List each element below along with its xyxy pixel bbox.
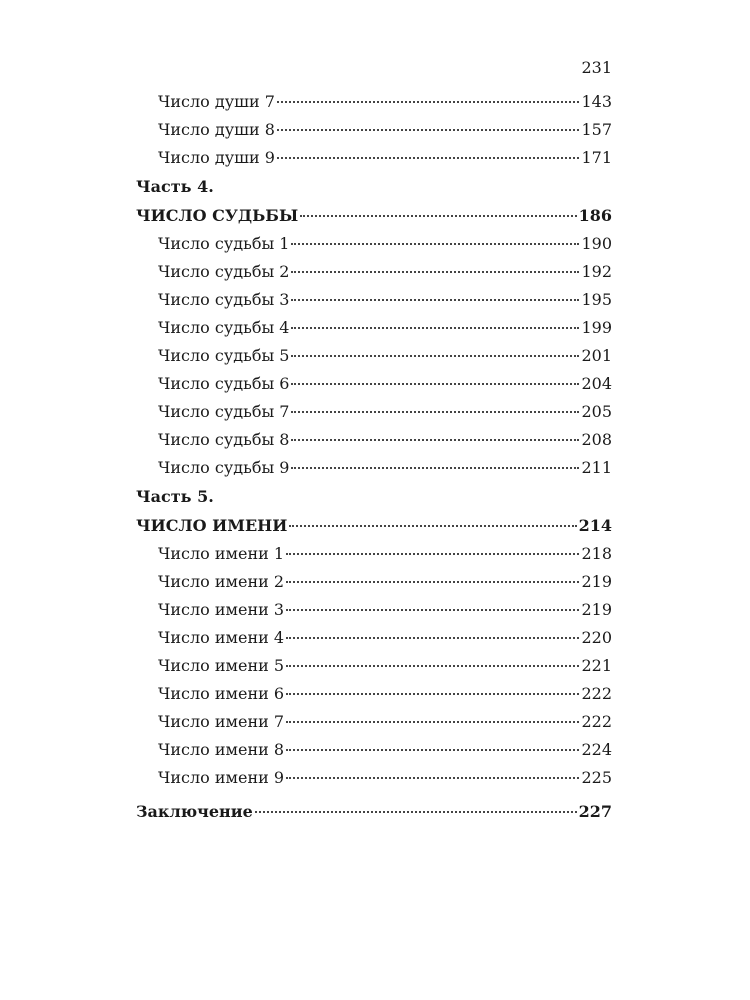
toc-entry-label: Число судьбы 2 (158, 262, 290, 281)
toc-entry-soul-9 (136, 144, 612, 172)
leader-dots (277, 157, 580, 159)
leader-dots (286, 777, 579, 779)
leader-dots (286, 665, 579, 667)
toc-entry-label: ЧИСЛО СУДЬБЫ (136, 206, 299, 225)
leader-dots (255, 811, 577, 813)
toc-entry-label: Число души 9 (158, 148, 275, 167)
toc-entry-page: 143 (581, 92, 612, 111)
part-4-title-entry (136, 202, 612, 230)
leader-dots (291, 439, 579, 441)
page-number: 231 (581, 58, 612, 77)
toc-entry-page: 208 (581, 430, 612, 449)
toc-entry-label: Число души 7 (158, 92, 275, 111)
toc-entry-label: Число имени 8 (158, 740, 285, 759)
toc-entry-page: 157 (581, 120, 612, 139)
toc-entry-label: Число судьбы 4 (158, 318, 290, 337)
toc-entry-name-1 (136, 540, 612, 568)
toc-entry-name-2 (136, 568, 612, 596)
part-5-title-entry (136, 512, 612, 540)
toc-entry-page: 192 (581, 262, 612, 281)
toc-entry-page: 219 (581, 572, 612, 591)
toc-entry-fate-8 (136, 426, 612, 454)
toc-entry-label: Число имени 6 (158, 684, 285, 703)
toc-entry-name-7 (136, 708, 612, 736)
leader-dots (277, 101, 580, 103)
leader-dots (291, 243, 579, 245)
toc-entry-name-5 (136, 652, 612, 680)
toc-entry-name-9 (136, 764, 612, 792)
toc-entry-name-6 (136, 680, 612, 708)
leader-dots (277, 129, 580, 131)
toc-entry-page: 201 (581, 346, 612, 365)
toc-entry-label: Число души 8 (158, 120, 275, 139)
toc-entry-page: 219 (581, 600, 612, 619)
toc-entry-fate-2 (136, 258, 612, 286)
toc-entry-page: 221 (581, 656, 612, 675)
toc-entry-label: Число судьбы 8 (158, 430, 290, 449)
leader-dots (286, 637, 579, 639)
leader-dots (291, 467, 579, 469)
toc-entry-name-8 (136, 736, 612, 764)
toc-entry-page: 204 (581, 374, 612, 393)
toc-entry-page: 225 (581, 768, 612, 787)
leader-dots (286, 609, 579, 611)
leader-dots (291, 271, 579, 273)
toc-entry-label: Число судьбы 6 (158, 374, 290, 393)
toc-entry-label: Число имени 3 (158, 600, 285, 619)
leader-dots (291, 299, 579, 301)
part-4-heading: Часть 4. (136, 177, 214, 196)
leader-dots (286, 721, 579, 723)
toc-entry-page: 222 (581, 712, 612, 731)
leader-dots (291, 327, 579, 329)
toc-entry-soul-8 (136, 116, 612, 144)
toc-entry-soul-7 (136, 88, 612, 116)
toc-entry-fate-5 (136, 342, 612, 370)
toc-entry-fate-1 (136, 230, 612, 258)
table-of-contents (136, 88, 612, 826)
toc-entry-label: Число судьбы 1 (158, 234, 290, 253)
toc-entry-page: 218 (581, 544, 612, 563)
toc-entry-fate-3 (136, 286, 612, 314)
toc-entry-label: Заключение (136, 802, 253, 821)
toc-entry-fate-6 (136, 370, 612, 398)
toc-entry-page: 186 (578, 206, 612, 225)
leader-dots (286, 693, 579, 695)
toc-entry-fate-9 (136, 454, 612, 482)
toc-entry-label: Число имени 9 (158, 768, 285, 787)
toc-entry-label: Число имени 5 (158, 656, 285, 675)
toc-entry-name-3 (136, 596, 612, 624)
toc-entry-conclusion (136, 798, 612, 826)
toc-entry-fate-4 (136, 314, 612, 342)
toc-entry-page: 222 (581, 684, 612, 703)
leader-dots (300, 215, 576, 217)
toc-entry-page: 220 (581, 628, 612, 647)
toc-entry-page: 199 (581, 318, 612, 337)
toc-entry-page: 224 (581, 740, 612, 759)
leader-dots (286, 581, 579, 583)
leader-dots (291, 355, 579, 357)
toc-entry-label: Число судьбы 7 (158, 402, 290, 421)
leader-dots (289, 525, 576, 527)
toc-entry-page: 205 (581, 402, 612, 421)
leader-dots (291, 383, 579, 385)
toc-entry-label: Число судьбы 3 (158, 290, 290, 309)
toc-entry-name-4 (136, 624, 612, 652)
toc-entry-page: 195 (581, 290, 612, 309)
leader-dots (291, 411, 579, 413)
part-5-heading: Часть 5. (136, 487, 214, 506)
leader-dots (286, 553, 579, 555)
toc-entry-label: ЧИСЛО ИМЕНИ (136, 516, 288, 535)
toc-entry-page: 211 (581, 458, 612, 477)
toc-entry-page: 190 (581, 234, 612, 253)
toc-entry-label: Число имени 1 (158, 544, 285, 563)
toc-entry-page: 214 (578, 516, 612, 535)
toc-entry-label: Число судьбы 9 (158, 458, 290, 477)
toc-entry-fate-7 (136, 398, 612, 426)
toc-entry-label: Число имени 7 (158, 712, 285, 731)
toc-entry-label: Число судьбы 5 (158, 346, 290, 365)
toc-entry-page: 171 (581, 148, 612, 167)
leader-dots (286, 749, 579, 751)
toc-entry-label: Число имени 4 (158, 628, 285, 647)
toc-entry-label: Число имени 2 (158, 572, 285, 591)
toc-entry-page: 227 (578, 802, 612, 821)
